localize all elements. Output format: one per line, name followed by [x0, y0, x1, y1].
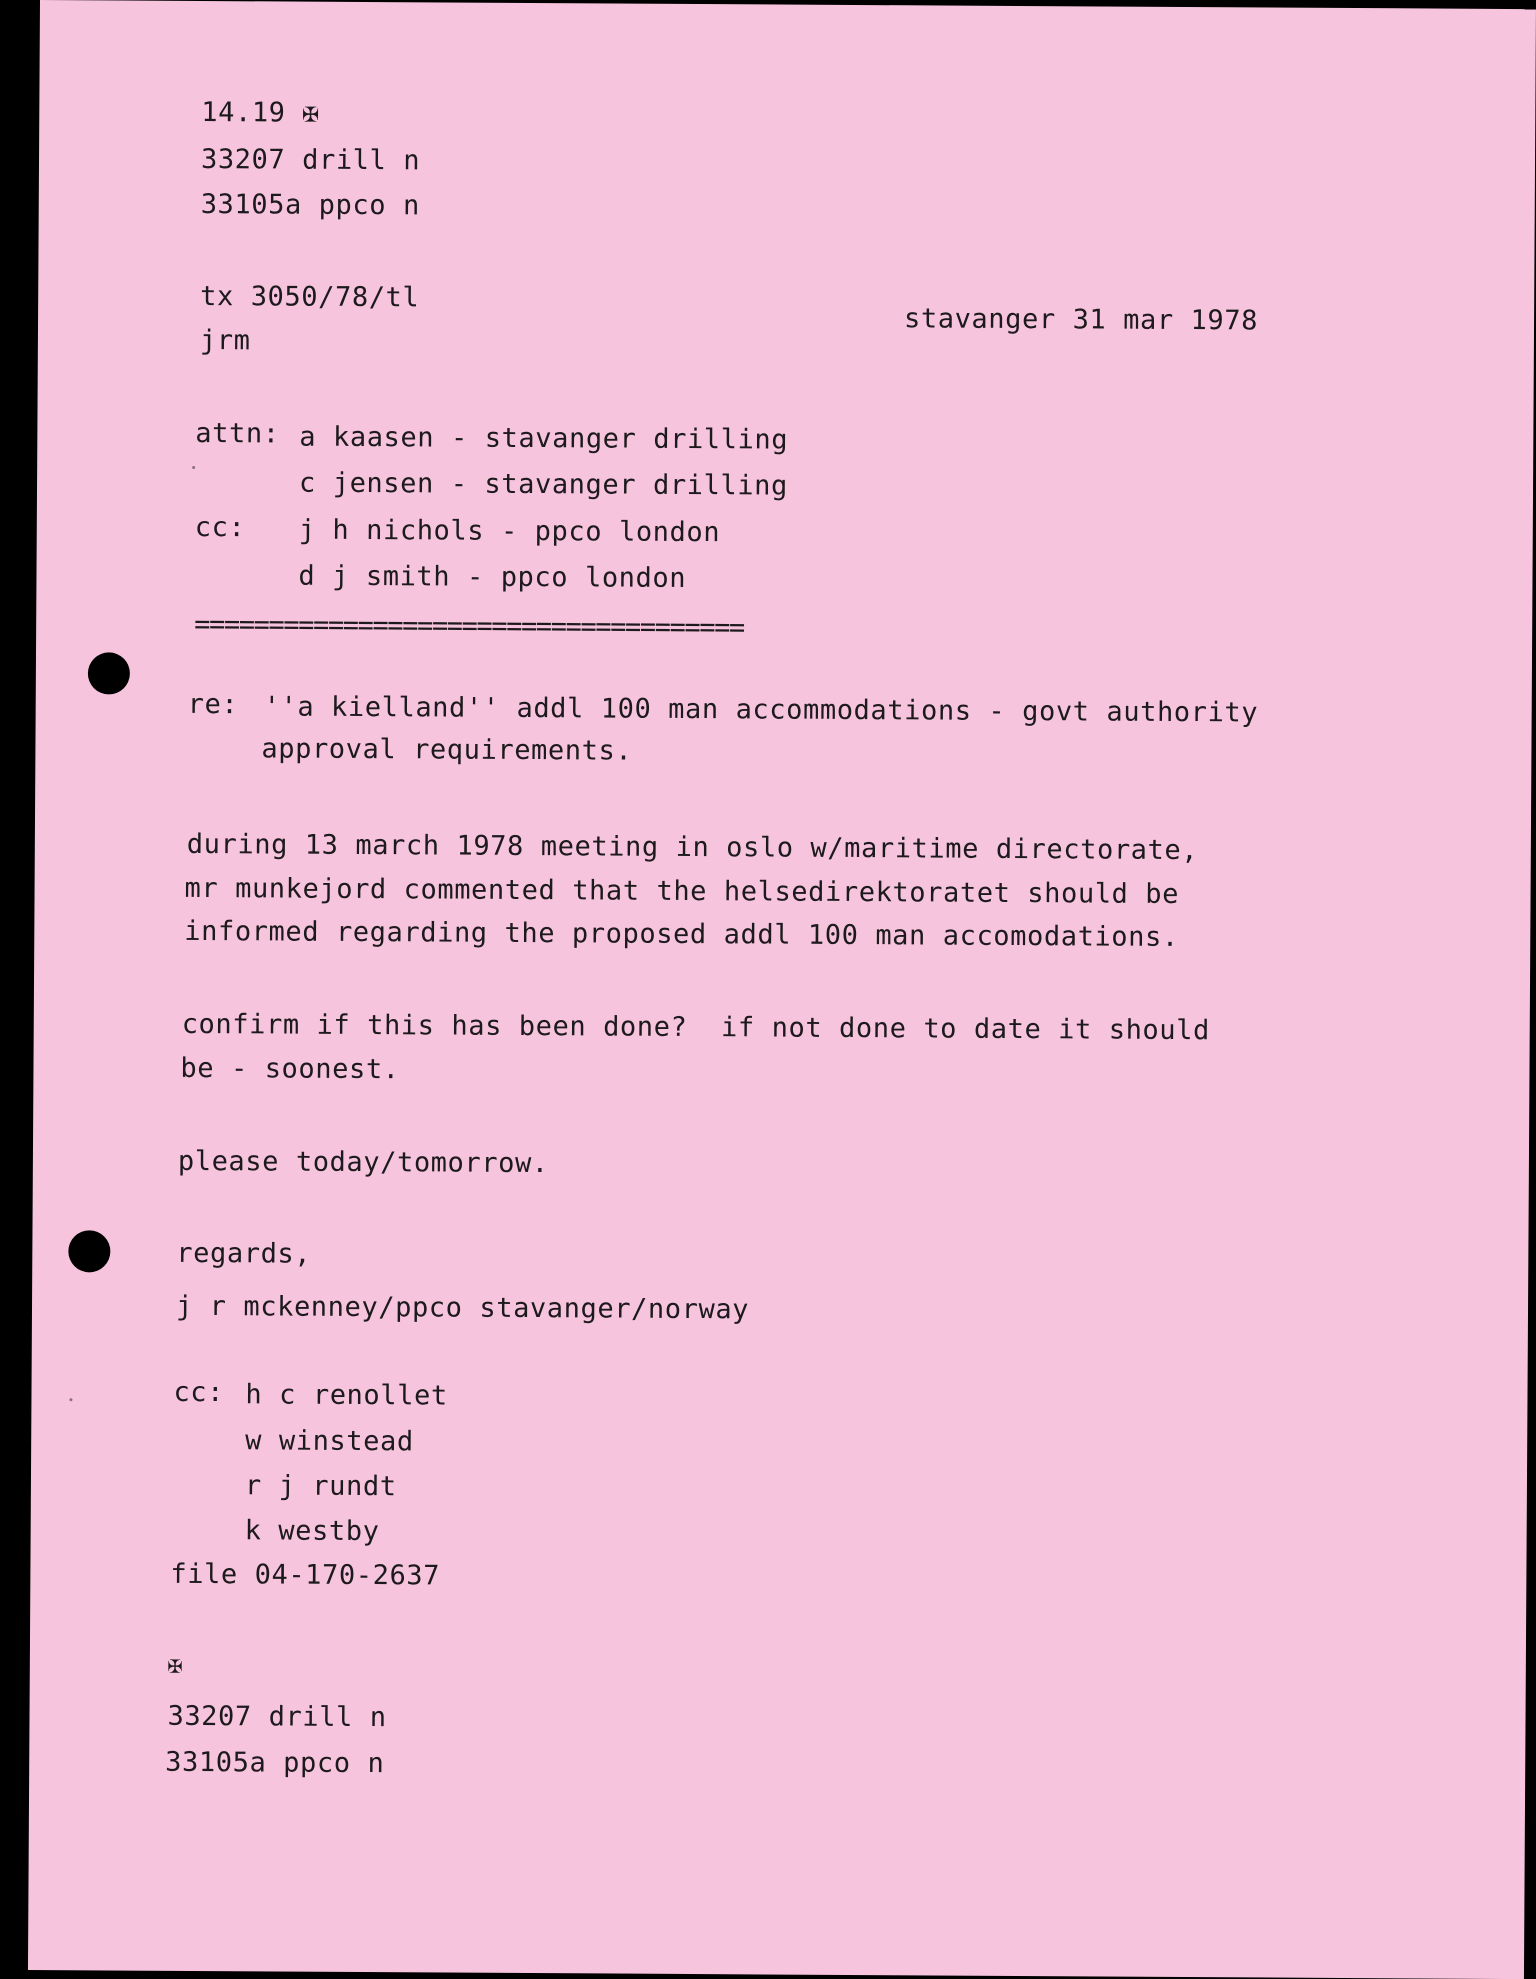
signature: j r mckenney/ppco stavanger/norway [175, 1290, 750, 1326]
copy-recipient: k westby [244, 1515, 380, 1548]
punch-hole [88, 652, 130, 694]
subject-line: approval requirements. [261, 733, 633, 767]
copy-recipient: w winstead [245, 1425, 414, 1458]
telex-reference: tx 3050/78/tl [200, 280, 420, 314]
attn-label: attn: [195, 417, 280, 450]
copies-label: cc: [173, 1376, 225, 1409]
footer-answerback-2: 33105a ppco n [165, 1746, 385, 1780]
body-line: informed regarding the proposed addl 100 man accomodations. [184, 915, 1179, 953]
footer-mark: ✠ [167, 1650, 183, 1679]
body-line: please today/tomorrow. [177, 1145, 549, 1180]
punch-hole [68, 1230, 110, 1272]
attn-recipient: c jensen - stavanger drilling [298, 467, 788, 502]
cc-recipient: d j smith - ppco london [298, 560, 687, 594]
place-date: stavanger 31 mar 1978 [903, 303, 1259, 337]
body-line: during 13 march 1978 meeting in oslo w/maritime directorate, [186, 828, 1199, 867]
header-answerback-2: 33105a ppco n [200, 188, 420, 222]
file-number: file 04-170-2637 [170, 1558, 441, 1592]
footer-answerback-1: 33207 drill n [167, 1700, 387, 1734]
subject-label: re: [187, 688, 239, 721]
header-answerback-1: 33207 drill n [200, 143, 421, 177]
cc-recipient: j h nichols - ppco london [298, 514, 721, 549]
body-line: mr munkejord commented that the helsedirektoratet should be [184, 872, 1180, 910]
body-line: be - soonest. [180, 1052, 400, 1086]
subject-line: ''a kielland'' addl 100 man accommodations - govt authority [263, 691, 1259, 729]
regards: regards, [176, 1237, 312, 1270]
body-line: confirm if this has been done? if not done to date it should [181, 1008, 1211, 1047]
sender-initials: jrm [199, 324, 251, 357]
attn-recipient: a kaasen - stavanger drilling [299, 421, 789, 456]
copy-recipient: r j rundt [244, 1470, 397, 1503]
paper-speck [192, 466, 195, 469]
paper-speck [69, 1398, 72, 1401]
copy-recipient: h c renollet [245, 1379, 448, 1412]
separator-rule: ===================================== [194, 608, 744, 644]
header-time: 14.19 ✠ [201, 96, 320, 129]
telex-sheet [28, 0, 1536, 1979]
cc-label: cc: [194, 511, 246, 544]
